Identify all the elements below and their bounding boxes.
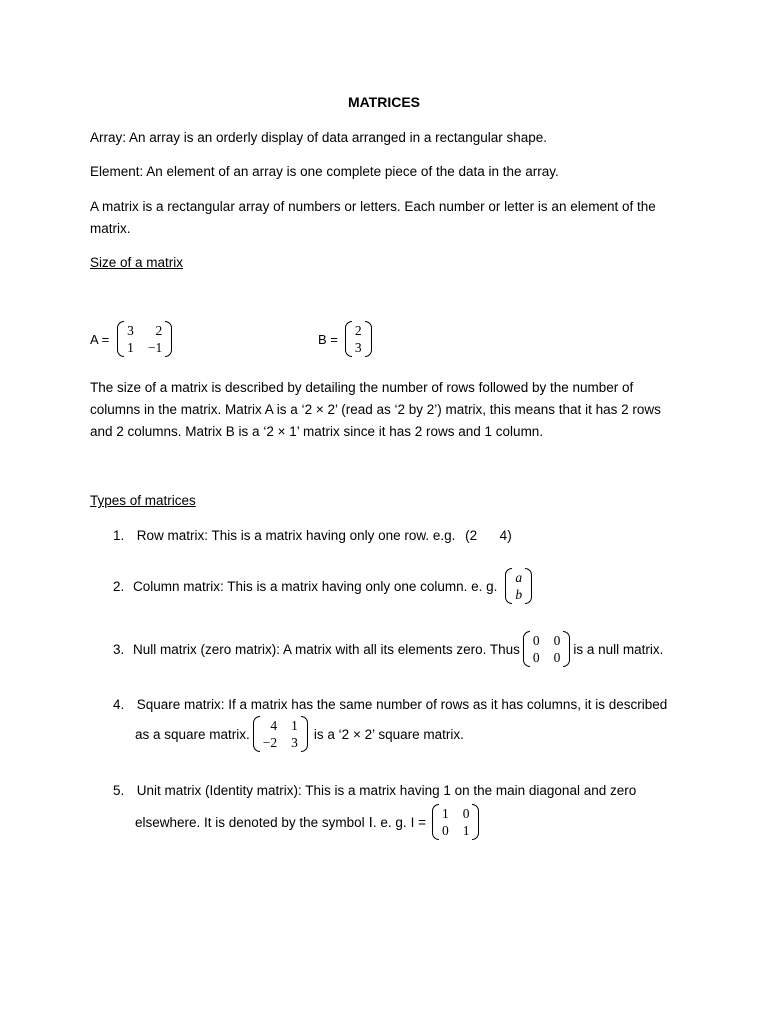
- square-matrix-line1: Square matrix: If a matrix has the same number of rows as it has columns, it is described: [136, 697, 668, 712]
- matrix-definition-line2: matrix.: [90, 221, 131, 236]
- matrix-cell: 0: [532, 650, 540, 665]
- matrix-cell: 3: [354, 340, 362, 355]
- size-description-line3: and 2 columns. Matrix B is a ‘2 × 1’ matrix since it has 2 rows and 1 column.: [90, 424, 544, 439]
- matrix-cell: 1: [462, 823, 470, 838]
- matrix-cell: 0: [441, 823, 449, 838]
- matrix-cell: −2: [262, 735, 278, 750]
- matrix-definition-line1: A matrix is a rectangular array of numbers or letters. Each number or letter is an element of the: [90, 199, 656, 214]
- types-heading: Types of matrices: [90, 493, 196, 508]
- column-matrix-example: [505, 568, 532, 604]
- list-item-square-matrix: [113, 694, 667, 752]
- matrix-cell: 1: [127, 340, 134, 355]
- list-number: 1.: [113, 528, 125, 543]
- element-definition: Element: An element of an array is one complete piece of the data in the array.: [90, 164, 559, 179]
- null-matrix-example: [523, 631, 571, 667]
- null-matrix-after: is a null matrix.: [573, 641, 664, 657]
- row-matrix-text: Row matrix: This is a matrix having only one row. e.g.: [136, 528, 456, 543]
- list-item-unit-matrix: [113, 780, 636, 840]
- list-item-row-matrix: [113, 525, 512, 547]
- identity-symbol: I: [368, 813, 373, 831]
- array-definition: Array: An array is an orderly display of data arranged in a rectangular shape.: [90, 130, 548, 145]
- size-heading: Size of a matrix: [90, 255, 184, 270]
- list-item-column-matrix: [113, 568, 532, 604]
- matrix-cell: 0: [553, 633, 561, 648]
- unit-matrix-label: I =: [410, 814, 426, 830]
- list-item-null-matrix: [113, 631, 663, 667]
- matrix-cell: 2: [155, 323, 163, 338]
- page-title: MATRICES: [347, 94, 421, 110]
- unit-matrix-line2: elsewhere. It is denoted by the symbol: [135, 814, 365, 830]
- square-matrix-example: [253, 716, 308, 752]
- list-number: 4.: [113, 697, 125, 712]
- unit-matrix-example: [432, 804, 480, 840]
- matrix-definition: [90, 196, 690, 240]
- matrix-b-label: B =: [318, 331, 338, 347]
- null-matrix-text: Null matrix (zero matrix): A matrix with all its elements zero. Thus: [133, 641, 520, 657]
- matrix-cell: 1: [291, 718, 298, 733]
- size-description-line1: The size of a matrix is described by detailing the number of rows followed by the number of: [90, 380, 634, 395]
- matrix-cell: 4: [270, 718, 278, 733]
- list-number: 3.: [113, 641, 125, 657]
- matrix-cell: 0: [462, 806, 470, 821]
- matrix-a-body: [117, 321, 172, 357]
- matrix-a-label: A =: [90, 331, 110, 347]
- matrix-cell: 3: [291, 735, 298, 750]
- matrix-cell: 0: [532, 633, 540, 648]
- matrix-cell: 2: [354, 323, 362, 338]
- matrix-a: [90, 321, 172, 357]
- list-number: 2.: [113, 578, 125, 594]
- matrix-b: [318, 321, 372, 357]
- column-matrix-text: Column matrix: This is a matrix having only one column. e. g.: [133, 578, 498, 594]
- square-matrix-after: is a ‘2 × 2’ square matrix.: [313, 726, 464, 742]
- matrix-b-body: [345, 321, 372, 357]
- matrix-cell: 1: [441, 806, 449, 821]
- size-description-line2: columns in the matrix. Matrix A is a ‘2 × 2’ (read as ‘2 by 2’) matrix, this means that it has 2 rows: [90, 402, 661, 417]
- unit-matrix-line1: Unit matrix (Identity matrix): This is a matrix having 1 on the main diagonal and zero: [136, 783, 637, 798]
- unit-matrix-eg: . e. g.: [372, 814, 407, 830]
- matrix-cell: 3: [127, 323, 134, 338]
- matrix-cell: b: [515, 587, 523, 602]
- matrix-cell: 0: [553, 650, 561, 665]
- size-description: [90, 377, 710, 443]
- square-matrix-line2: as a square matrix.: [135, 726, 250, 742]
- list-number: 5.: [113, 783, 125, 798]
- matrix-cell: a: [515, 570, 523, 585]
- matrix-cell: −1: [147, 340, 163, 355]
- row-matrix-example: (2 4): [465, 528, 512, 543]
